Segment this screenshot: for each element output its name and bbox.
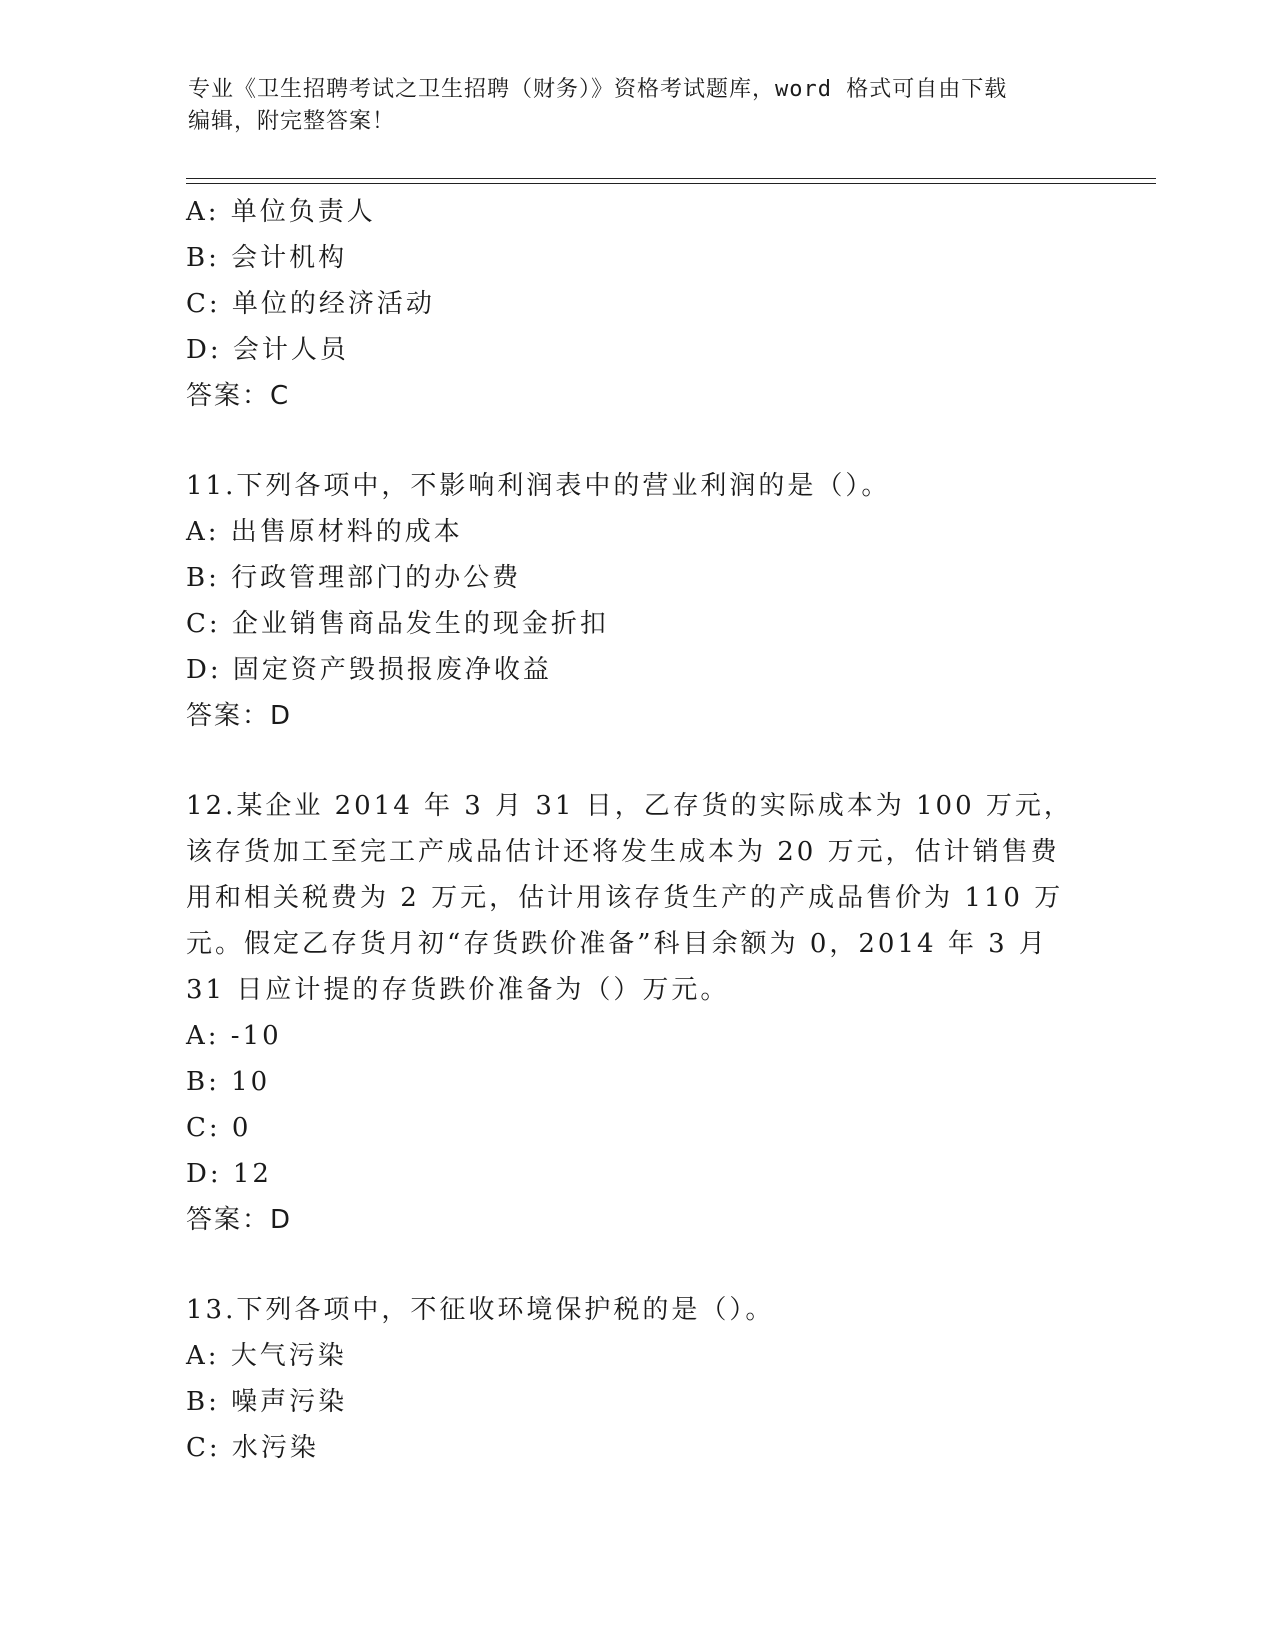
option-b: B: 行政管理部门的办公费 <box>186 563 522 593</box>
question-10 <box>186 189 1086 419</box>
question-13 <box>186 1287 1086 1471</box>
question-stem: 13.下列各项中，不征收环境保护税的是（）。 <box>186 1295 775 1325</box>
question-12 <box>186 783 1086 1243</box>
question-stem: 11.下列各项中，不影响利润表中的营业利润的是（）。 <box>186 471 891 501</box>
option-c: C: 0 <box>186 1113 252 1143</box>
answer: 答案：D <box>186 1205 293 1235</box>
option-b: B: 会计机构 <box>186 243 348 273</box>
header-line-2: 编辑，附完整答案！ <box>188 109 396 134</box>
option-d: D: 会计人员 <box>186 335 349 365</box>
header-divider-top <box>186 178 1156 179</box>
question-list <box>186 189 1086 1471</box>
option-a: A: 大气污染 <box>186 1341 347 1371</box>
option-a: A: 单位负责人 <box>186 197 376 227</box>
option-c: C: 水污染 <box>186 1433 319 1463</box>
option-c: C: 企业销售商品发生的现金折扣 <box>186 609 609 639</box>
question-stem: 12.某企业 2014 年 3 月 31 日，乙存货的实际成本为 100 万元，该存货加工至完工产成品估计还将发生成本为 20 万元，估计销售费用和相关税费为 2 万元，估计用该存货生产的产成品售价为 110 万元。假定乙存货月初“存货跌价准备”科目余额为 0，2014 年 3 月 31 日应计提的存货跌价准备为（）万元。 <box>186 791 1073 1005</box>
answer: 答案：C <box>186 381 291 411</box>
answer: 答案：D <box>186 701 293 731</box>
header-line-1: 专业《卫生招聘考试之卫生招聘（财务）》资格考试题库，word 格式可自由下载 <box>188 77 1008 102</box>
question-11 <box>186 463 1086 739</box>
option-d: D: 12 <box>186 1159 272 1189</box>
option-a: A: 出售原材料的成本 <box>186 517 463 547</box>
header-divider-bottom <box>186 183 1156 184</box>
option-c: C: 单位的经济活动 <box>186 289 435 319</box>
option-a: A: -10 <box>186 1021 282 1051</box>
option-b: B: 噪声污染 <box>186 1387 348 1417</box>
option-d: D: 固定资产毁损报废净收益 <box>186 655 552 685</box>
option-b: B: 10 <box>186 1067 271 1097</box>
document-header <box>188 74 1068 138</box>
